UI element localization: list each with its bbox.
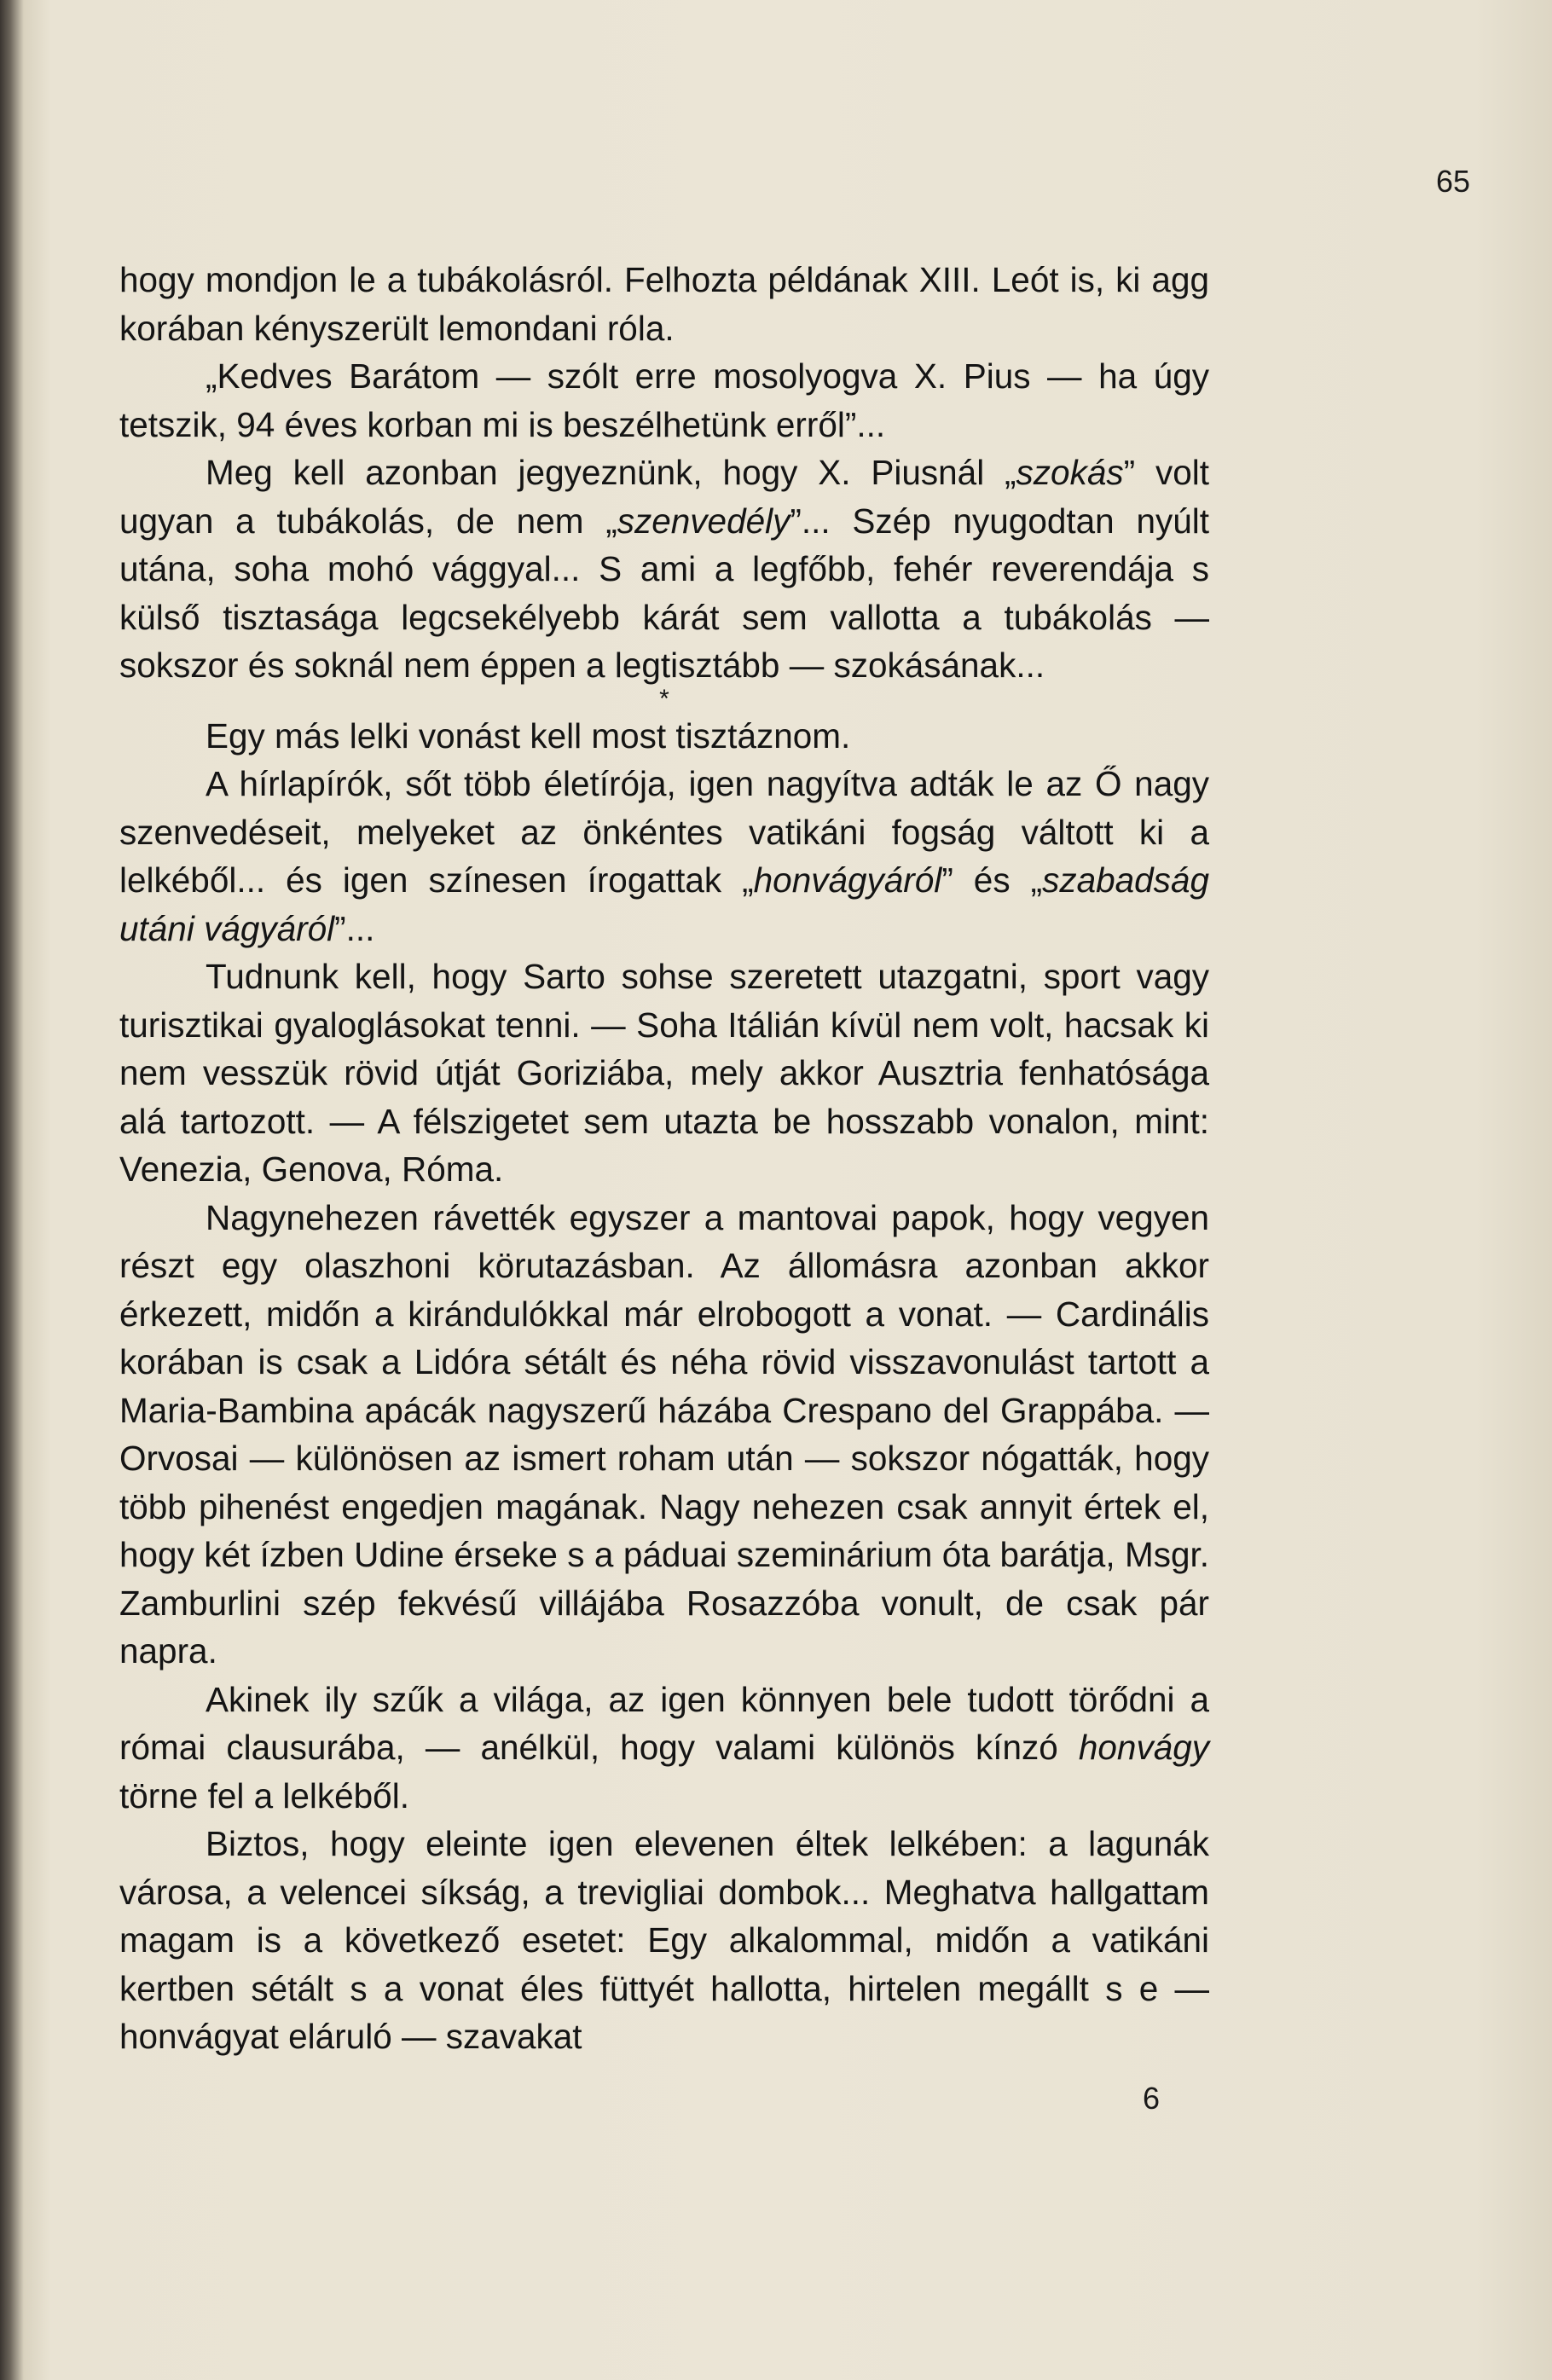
paragraph: „Kedves Barátom — szólt erre mosolyogva X. Pius — ha úgy tetszik, 94 éves korban mi is beszélhetünk erről”... (119, 356, 1209, 444)
paragraph: Egy más lelki vonást kell most tisztáznom. (206, 715, 851, 756)
paragraph (119, 760, 1209, 953)
text-run: Meg kell azonban jegyeznünk, hogy X. Piusnál „ (206, 453, 1016, 492)
text-run: ”... Szép nyugodtan nyúlt utána, soha mohó vággyal... S ami a legfőbb, fehér reverendája s külső tisztasága legcsekélyebb kárát sem vallotta a tubákolás — sokszor és soknál nem éppen a legtisztább — szokásának... (119, 501, 1210, 685)
italic-text: honvágy (1078, 1728, 1209, 1767)
paragraph (119, 449, 1209, 690)
text-run: Akinek ily szűk a világa, az igen könnyen bele tudott törődni a római clausurába, — anélkül, hogy valami különös kínzó (119, 1679, 1209, 1767)
text-run: ” és „ (941, 860, 1043, 900)
body-text (119, 256, 1209, 2061)
italic-text: szenvedély (617, 501, 790, 541)
paragraph: Biztos, hogy eleinte igen elevenen éltek lelkében: a lagunák városa, a velencei síkság, a trevigliai dombok... Meghatva hallgattam magam is a következő esetet: Egy alkalommal, midőn a vatikáni kertben sétált s a vonat éles füttyét hallotta, hirtelen megállt s e — honvágyat eláruló — szavakat (119, 1824, 1209, 2056)
text-run: A hírlapírók, sőt több életírója, igen nagyítva adták le az Ő nagy szenvedéseit, melyeket az önkéntes vatikáni fogság váltott ki a lelkéből... és igen színesen írogattak „ (119, 764, 1209, 900)
signature-mark: 6 (1142, 2081, 1161, 2116)
text-run: törne fel a lelkéből. (119, 1775, 409, 1815)
italic-text: honvágyáról (753, 860, 942, 900)
section-separator: * (659, 684, 669, 713)
paragraph: Nagynehezen rávették egyszer a mantovai papok, hogy vegyen részt egy olaszhoni körutazásban. Az állomásra azonban akkor érkezett, midőn a kirándulókkal már elrobogott a vonat. — Cardinális korában is csak a Lidóra sétált és néha rövid visszavonulást tartott a Maria-Bambina apácák nagyszerű házába Crespano del Grappába. — Orvosai — különösen az ismert roham után — sokszor nógatták, hogy több pihenést engedjen magának. Nagy nehezen csak annyit értek el, hogy két ízben Udine érseke s a páduai szeminárium óta barátja, Msgr. Zamburlini szép fekvésű villájába Rosazzóba vonult, de csak pár napra. (119, 1197, 1209, 1671)
page-number: 65 (1435, 164, 1470, 199)
italic-text: szokás (1016, 453, 1124, 492)
paragraph: hogy mondjon le a tubákolásról. Felhozta példának XIII. Leót is, ki agg korában kényszerült lemondani róla. (119, 260, 1209, 348)
text-run: ” volt ugyan a tubákolás, de nem „ (119, 453, 1209, 541)
italic-text: szabadság utáni vágyáról (119, 860, 1209, 948)
text-run: ”... (334, 908, 375, 948)
paragraph (119, 1676, 1209, 1821)
paragraph: Tudnunk kell, hogy Sarto sohse szeretett utazgatni, sport vagy turisztikai gyaloglásokat tenni. — Soha Itálián kívül nem volt, hacsak ki nem vesszük rövid útját Goriziába, mely akkor Ausztria fenhatósága alá tartozott. — A félszigetet sem utazta be hosszabb vonalon, mint: Venezia, Genova, Róma. (119, 957, 1209, 1189)
